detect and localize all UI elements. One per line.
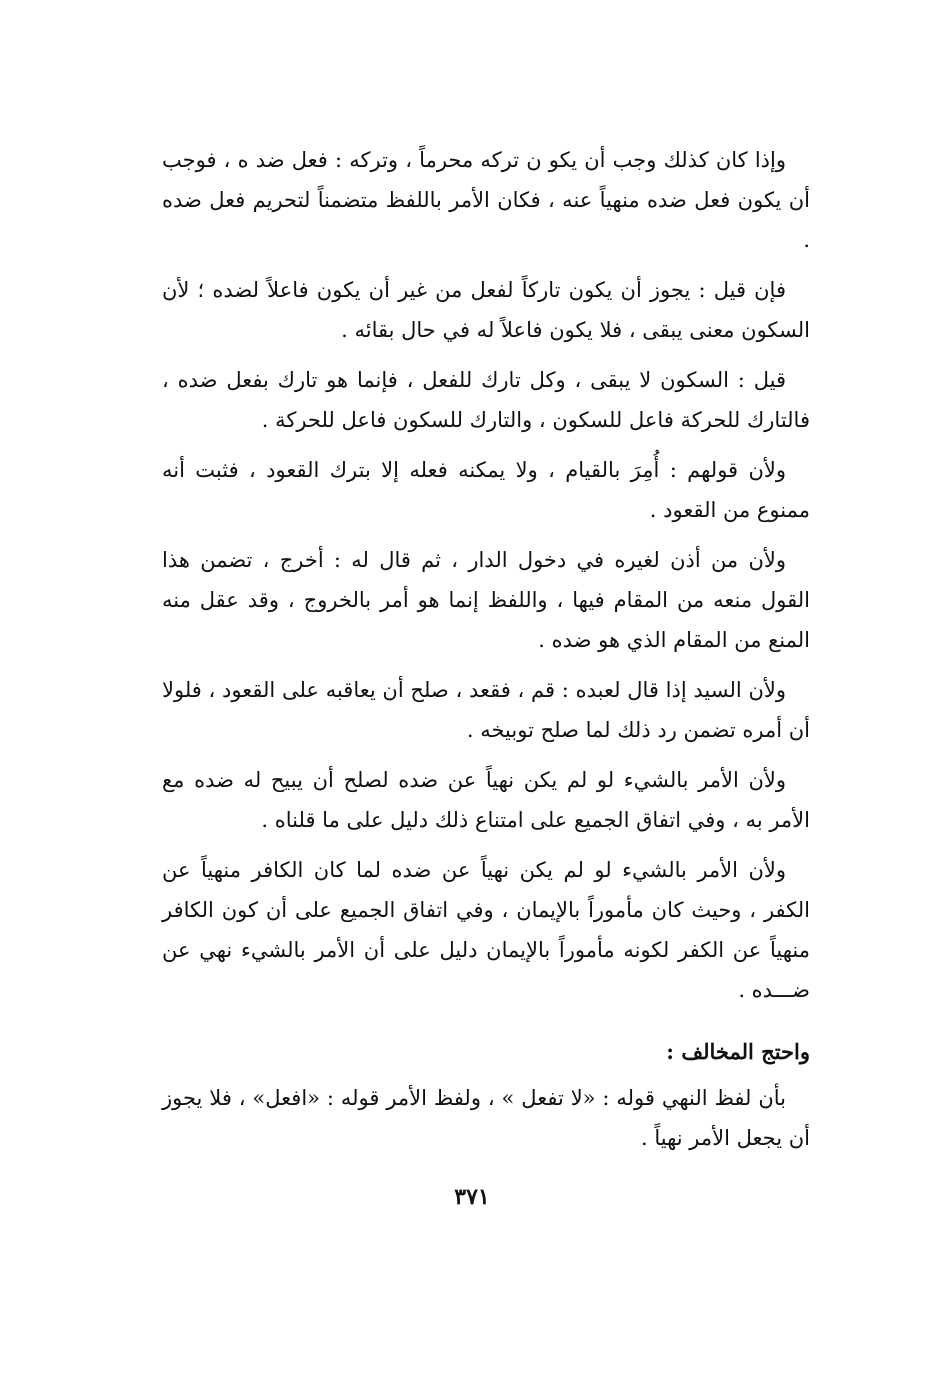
- page-text: [162, 140, 810, 1168]
- page-number: ٣٧١: [454, 1184, 490, 1210]
- final-paragraph: بأن لفظ النهي قوله : «لا تفعل » ، ولفظ الأمر قوله : «افعل» ، فلا يجوز أن يجعل الأمر نهياً .: [162, 1086, 810, 1150]
- paragraph-6: ولأن السيد إذا قال لعبده : قم ، فقعد ، صلح أن يعاقبه على القعود ، فلولا أن أمره تضمن رد ذلك لما صلح توبيخه .: [162, 678, 810, 742]
- paragraph-5: ولأن من أذن لغيره في دخول الدار ، ثم قال له : أخرج ، تضمن هذا القول منعه من المقام فيها ، واللفظ إنما هو أمر بالخروج ، وقد عقل منه المنع من المقام الذي هو ضده .: [162, 548, 810, 652]
- paragraph-1: وإذا كان كذلك وجب أن يكو ن تركه محرماً ، وتركه : فعل ضد ه ، فوجب أن يكون فعل ضده منهياً عنه ، فكان الأمر باللفظ متضمناً لتحريم فعل ضده .: [162, 148, 810, 252]
- paragraph-7: ولأن الأمر بالشيء لو لم يكن نهياً عن ضده لصلح أن يبيح له ضده مع الأمر به ، وفي اتفاق الجميع على امتناع ذلك دليل على ما قلناه .: [162, 768, 810, 832]
- paragraph-2: فإن قيل : يجوز أن يكون تاركاً لفعل من غير أن يكون فاعلاً لضده ؛ لأن السكون معنى يبقى ، فلا يكون فاعلاً له في حال بقائه .: [162, 278, 810, 342]
- paragraph-4: ولأن قولهم : أُمِرَ بالقيام ، ولا يمكنه فعله إلا بترك القعود ، فثبت أنه ممنوع من القعود .: [162, 458, 810, 522]
- paragraph-8: ولأن الأمر بالشيء لو لم يكن نهياً عن ضده لما كان الكافر منهياً عن الكفر ، وحيث كان مأموراً بالإيمان ، وفي اتفاق الجميع على أن كون الكافر منهياً عن الكفر لكونه مأموراً بالإيمان دليل على أن الأمر بالشيء نهي عن ضـــده .: [162, 858, 810, 1002]
- paragraph-3: قيل : السكون لا يبقى ، وكل تارك للفعل ، فإنما هو تارك بفعل ضده ، فالتارك للحركة فاعل للسكون ، والتارك للسكون فاعل للحركة .: [162, 368, 810, 432]
- section-heading: واحتج المخالف :: [666, 1039, 810, 1064]
